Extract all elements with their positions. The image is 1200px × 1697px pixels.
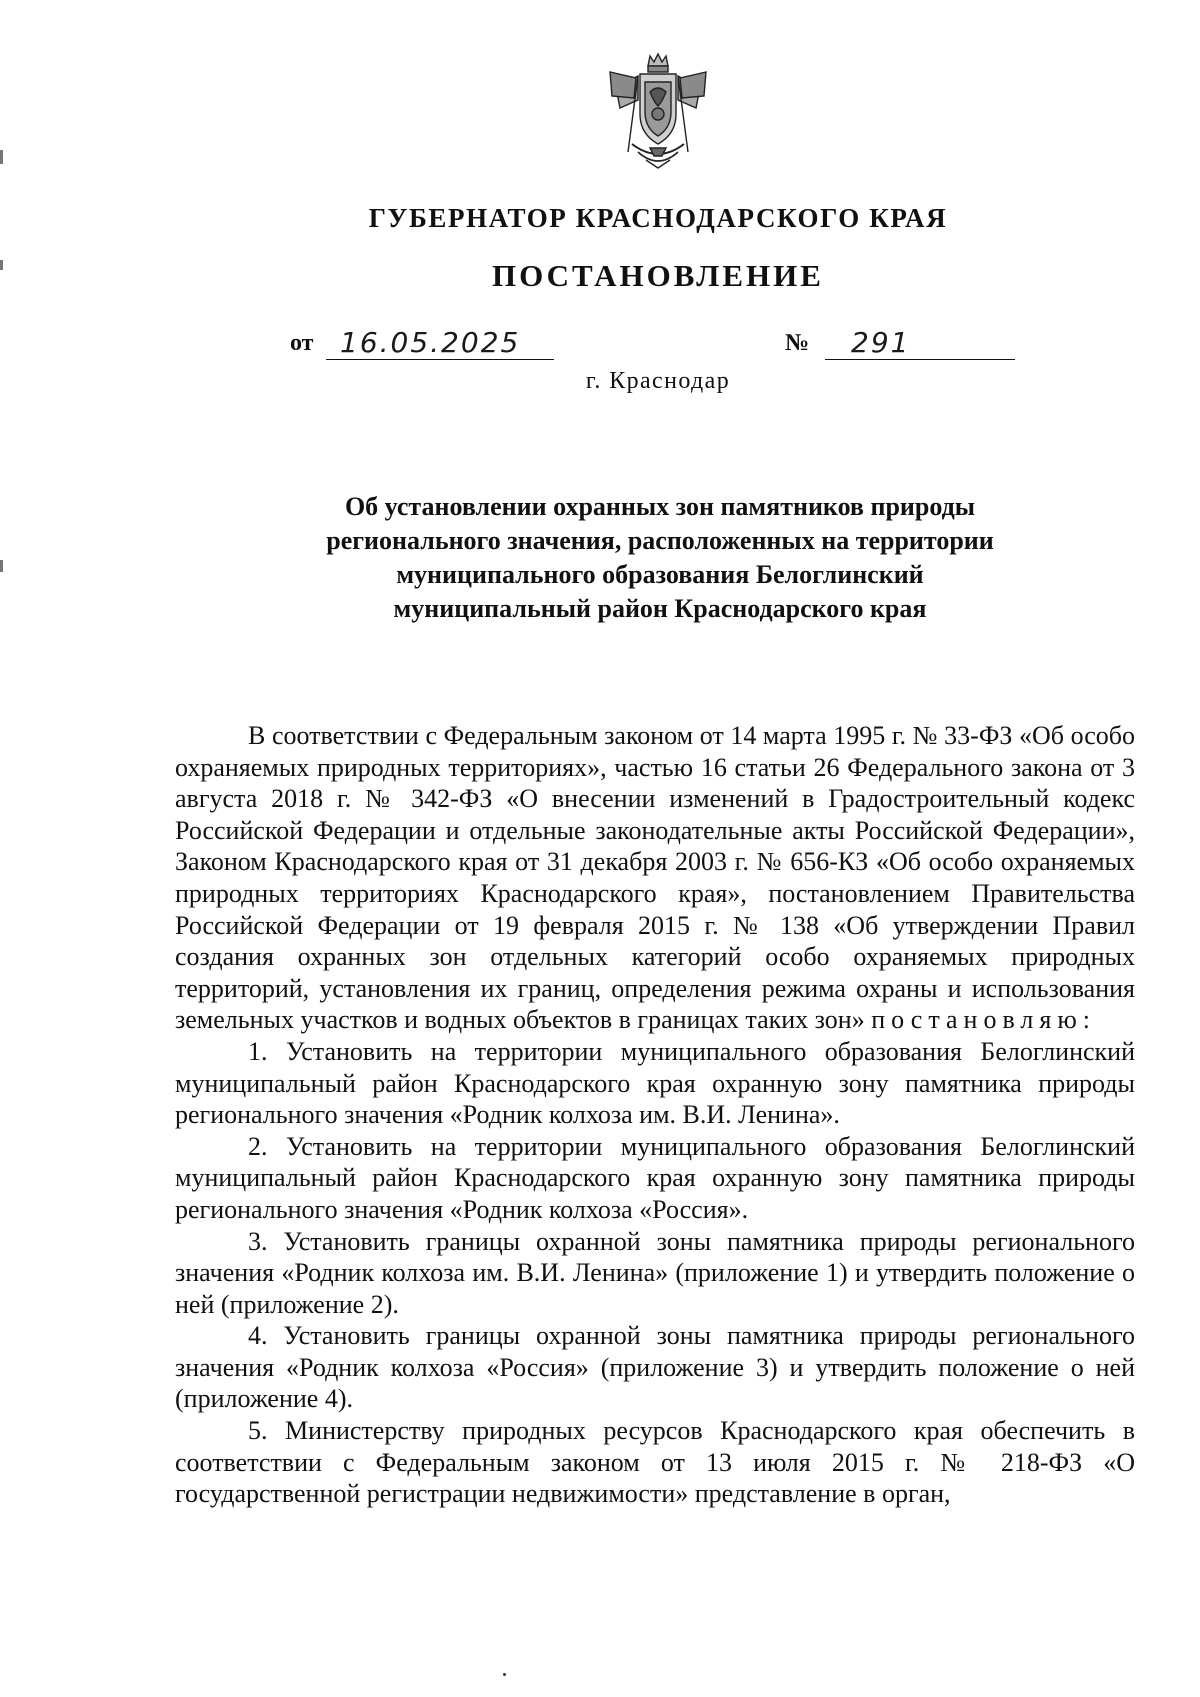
scan-dot: [503, 1673, 506, 1676]
krasnodar-coat-of-arms-icon: [598, 52, 718, 172]
date-value: 16.05.2025: [340, 326, 521, 359]
document-title: [240, 490, 1080, 626]
title-line: муниципальный район Краснодарского края: [393, 594, 927, 623]
preamble-paragraph: [175, 720, 1135, 1036]
date-prefix: от: [290, 330, 314, 356]
authority-heading: ГУБЕРНАТОР КРАСНОДАРСКОГО КРАЯ: [368, 203, 948, 233]
city: г. Краснодар: [585, 368, 731, 394]
number-value: 291: [851, 326, 911, 359]
resolve-word: постановляю:: [871, 1005, 1096, 1035]
scan-edge-mark: [0, 560, 3, 572]
item-paragraph: 1. Установить на территории муниципального образования Белоглинский муниципальный район Краснодарского края охранную зону памятника природы регионального значения «Родник колхоза им. В.И. Ленина».: [175, 1036, 1135, 1130]
scan-edge-mark: [0, 260, 3, 270]
document-type-heading: ПОСТАНОВЛЕНИЕ: [492, 258, 824, 293]
item-paragraph: 3. Установить границы охранной зоны памятника природы регионального значения «Родник колхоза им. В.И. Ленина» (приложение 1) и утвердить положение о ней (приложение 2).: [175, 1226, 1135, 1319]
date-underline: [326, 359, 554, 360]
preamble-text: В соответствии с Федеральным законом от 14 марта 1995 г. № 33-ФЗ «Об особо охраняемых природных территориях», частью 16 статьи 26 Федерального закона от 3 августа 2018 г. № 342-ФЗ «О внесении изменений в Градостроительный кодекс Российской Федерации и отдельные законодательные акты Российской Федерации», Законом Краснодарского края от 31 декабря 2003 г. № 656-КЗ «Об особо охраняемых природных территориях Краснодарского края», постановлением Правительства Российской Федерации от 19 февраля 2015 г. № 138 «Об утверждении Правил создания охранных зон отдельных категорий особо охраняемых природных территорий, установления их границ, определения режима охраны и использования земельных участков и водных объектов в границах таких зон»: [175, 721, 1135, 1035]
item-paragraph: 2. Установить на территории муниципального образования Белоглинский муниципальный район Краснодарского края охранную зону памятника природы регионального значения «Родник колхоза «Россия».: [175, 1131, 1135, 1224]
item-paragraph: 4. Установить границы охранной зоны памятника природы регионального значения «Родник колхоза «Россия» (приложение 3) и утвердить положение о ней (приложение 4).: [175, 1321, 1135, 1414]
number-underline: [825, 359, 1015, 360]
title-line: регионального значения, расположенных на территории: [326, 526, 994, 555]
title-line: Об установлении охранных зон памятников природы: [344, 492, 976, 521]
scan-edge-mark: [0, 150, 3, 164]
document-body: [175, 720, 1135, 1510]
item-paragraph: 5. Министерству природных ресурсов Краснодарского края обеспечить в соответствии с Федеральным законом от 13 июля 2015 г. № 218-ФЗ «О государственной регистрации недвижимости» представление в орган,: [175, 1416, 1135, 1509]
number-prefix: №: [785, 330, 810, 356]
title-line: муниципального образования Белоглинский: [396, 560, 924, 589]
